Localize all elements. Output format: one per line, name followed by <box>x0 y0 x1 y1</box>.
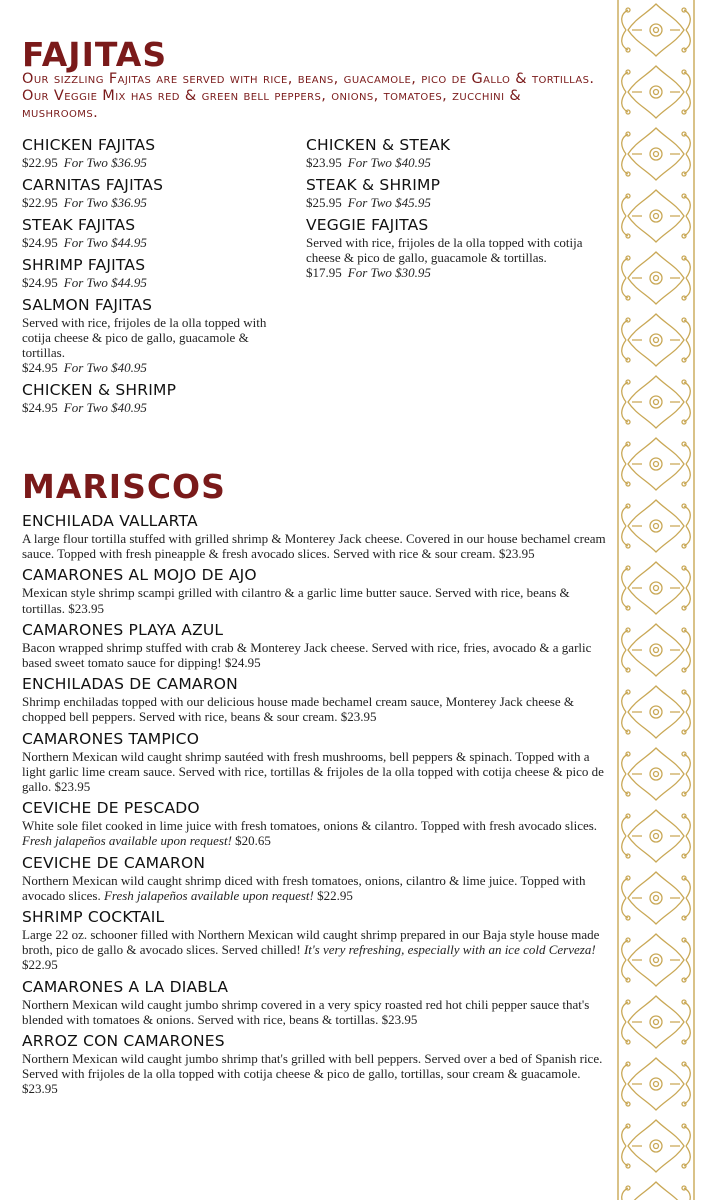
item-name: STEAK & SHRIMP <box>306 176 441 194</box>
item-description: Mexican style shrimp scampi grilled with cilantro & a garlic lime butter sauce. Served with rice, beans & tortillas. <box>22 585 570 616</box>
item-name: SHRIMP COCKTAIL <box>22 908 165 927</box>
ornament-flower-icon <box>622 748 691 800</box>
mariscos-section-title: MARISCOS <box>22 467 226 506</box>
ornament-flower-icon <box>622 66 691 118</box>
ornament-flower-icon <box>622 1182 691 1200</box>
item-name: STEAK FAJITAS <box>22 216 136 234</box>
item-description: Northern Mexican wild caught jumbo shrimp that's grilled with bell peppers. Served over a bed of Spanish rice. Served with frijoles de la olla topped with cotija cheese & pico de gallo, tortillas, sour cream & guacamole. <box>22 1051 603 1082</box>
item-price-for-two: For Two $36.95 <box>63 155 147 170</box>
item-price-for-two: For Two $44.95 <box>63 275 147 290</box>
ornament-flower-icon <box>622 314 691 366</box>
item-price: $24.95 <box>224 655 261 671</box>
mariscos-item-shrimp-cocktail <box>22 908 614 973</box>
fajita-item-chicken-shrimp <box>22 381 292 415</box>
item-price: $20.65 <box>235 833 271 849</box>
ornament-flower-icon <box>622 376 691 428</box>
ornament-flower-icon <box>622 934 691 986</box>
item-description-line <box>22 531 614 561</box>
item-name: CEVICHE DE CAMARON <box>22 853 206 872</box>
item-description: Bacon wrapped shrimp stuffed with crab & Monterey Jack cheese. Served with rice, fries, avocado & a garlic based sweet tomato sauce for dipping! <box>22 639 592 671</box>
ornament-flower-icon <box>622 438 691 490</box>
fajita-item-shrimp-fajitas <box>22 256 292 290</box>
item-description: Served with rice, frijoles de la olla topped with cotija cheese & pico de gallo, guacamole & tortillas. <box>22 315 267 360</box>
item-name: CHICKEN & STEAK <box>306 136 451 154</box>
item-price-for-two: For Two $44.95 <box>63 235 147 250</box>
item-price-line <box>306 155 586 170</box>
fajitas-intro: Our sizzling Fajitas are served with rice, beans, guacamole, pico de Gallo & tortillas. Our Veggie Mix has red & green bell peppers, onions, tomatoes, zucchini & mushrooms. <box>22 71 595 121</box>
mariscos-item-ceviche-de-pescado <box>22 799 614 848</box>
fajita-item-salmon-fajitas <box>22 296 292 375</box>
item-price: $23.95 <box>340 709 377 725</box>
item-description: Served with rice, frijoles de la olla topped with cotija cheese & pico de gallo, guacamole & tortillas. <box>306 235 583 265</box>
mariscos-item-enchiladas-de-camaron <box>22 675 614 724</box>
item-price: $24.95 <box>22 235 58 250</box>
item-name: CAMARONES AL MOJO DE AJO <box>22 566 257 585</box>
item-price: $24.95 <box>22 400 58 415</box>
ornament-flower-icon <box>622 1058 691 1110</box>
item-price: $22.95 <box>317 887 353 903</box>
item-description-line <box>22 927 614 973</box>
item-description-line <box>22 749 614 795</box>
item-name: ARROZ CON CAMARONES <box>22 1032 225 1051</box>
item-description-line <box>22 585 614 615</box>
ornament-flower-icon <box>622 252 691 304</box>
item-price-for-two: For Two $30.95 <box>347 265 431 280</box>
item-price: $25.95 <box>306 195 342 210</box>
item-price-line <box>22 400 292 415</box>
item-price: $24.95 <box>22 360 58 375</box>
item-price-line <box>22 235 292 250</box>
item-description: Northern Mexican wild caught shrimp sautéed with fresh mushrooms, bell peppers & spinach. Topped with a light garlic lime cream sauce. Served with rice, tortillas & frijoles de la olla topped with cotija cheese & pico de gallo. <box>22 748 604 795</box>
item-name: CHICKEN & SHRIMP <box>22 381 177 399</box>
fajita-item-steak-fajitas <box>22 216 292 250</box>
item-price-for-two: For Two $45.95 <box>347 195 431 210</box>
item-description: White sole filet cooked in lime juice with fresh tomatoes, onions & cilantro. Topped with fresh avocado slices. <box>22 818 598 834</box>
ornament-flower-icon <box>622 500 691 552</box>
mariscos-item-camarones-playa-azul <box>22 621 614 670</box>
mariscos-item-camarones-a-la-diabla <box>22 978 614 1027</box>
item-price: $24.95 <box>22 275 58 290</box>
mariscos-list <box>22 512 614 1102</box>
item-description: Large 22 oz. schooner filled with Northern Mexican wild caught shrimp prepared in our Baja style house made broth, pico de gallo & avocado slices. Served chilled! <box>22 927 600 958</box>
ornament-flower-icon <box>622 562 691 614</box>
item-price-for-two: For Two $40.95 <box>347 155 431 170</box>
item-price: $23.95 <box>68 600 104 616</box>
mariscos-item-ceviche-de-camaron <box>22 854 614 903</box>
item-note: It's very refreshing, especially with an ice cold Cerveza! <box>303 942 596 958</box>
mariscos-item-camarones-al-mojo-de-ajo <box>22 566 614 615</box>
item-name: CAMARONES A LA DIABLA <box>22 977 229 996</box>
ornament-flower-icon <box>622 128 691 180</box>
ornamental-border <box>612 0 700 1200</box>
mariscos-item-enchilada-vallarta <box>22 512 614 561</box>
ornament-flower-icon <box>622 190 691 242</box>
ornament-flower-icon <box>622 1120 691 1172</box>
item-description-line <box>22 694 614 724</box>
item-price: $22.95 <box>22 195 58 210</box>
ornament-flower-icon <box>622 996 691 1048</box>
item-price: $17.95 <box>306 265 342 280</box>
item-description: Northern Mexican wild caught jumbo shrimp covered in a very spicy roasted red hot chili pepper sauce that's blended with tomatoes & onions. Served with rice, beans & tortillas. <box>22 996 590 1027</box>
fajita-item-veggie-fajitas <box>306 216 586 280</box>
ornament-flower-icon <box>622 872 691 924</box>
item-description-line <box>22 818 614 848</box>
fajita-item-chicken-fajitas <box>22 136 292 170</box>
item-name: SALMON FAJITAS <box>22 296 153 314</box>
item-price: $23.95 <box>498 546 535 562</box>
item-price-line <box>22 275 292 290</box>
ornament-flower-icon <box>622 810 691 862</box>
item-price-line <box>306 195 586 210</box>
item-price-for-two: For Two $36.95 <box>63 195 147 210</box>
item-name: CEVICHE DE PESCADO <box>22 799 200 818</box>
item-description-line <box>22 640 614 670</box>
item-price-line <box>22 195 292 210</box>
item-name: CHICKEN FAJITAS <box>22 136 156 154</box>
mariscos-item-camarones-tampico <box>22 730 614 795</box>
ornament-flower-icon <box>622 4 691 56</box>
item-price: $23.95 <box>306 155 342 170</box>
fajitas-left-column <box>22 136 292 421</box>
item-name: VEGGIE FAJITAS <box>306 216 429 234</box>
item-description-line <box>22 997 614 1027</box>
item-note: Fresh jalapeños available upon request! <box>22 833 232 849</box>
item-description: A large flour tortilla stuffed with grilled shrimp & Monterey Jack cheese. Covered in our house bechamel cream sauce. Topped with fresh pineapple & fresh avocado slices. Served with rice & sour cream. <box>22 531 606 562</box>
ornament-flower-icon <box>622 624 691 676</box>
item-price: $22.95 <box>22 957 58 973</box>
item-price: $22.95 <box>22 155 58 170</box>
item-note: Fresh jalapeños available upon request! <box>103 887 314 903</box>
item-description: Shrimp enchiladas topped with our delicious house made bechamel cream sauce, Monterey Jack cheese & chopped bell peppers. Served with rice, beans & sour cream. <box>22 694 574 725</box>
item-description: Northern Mexican wild caught shrimp diced with fresh tomatoes, onions, cilantro & lime juice. Topped with avocado slices. <box>22 872 586 903</box>
fajitas-section-title: FAJITAS <box>22 35 168 74</box>
ornament-flower-icon <box>622 686 691 738</box>
item-name: ENCHILADA VALLARTA <box>22 512 198 530</box>
fajita-item-chicken-steak <box>306 136 586 170</box>
mariscos-item-arroz-con-camarones <box>22 1032 614 1097</box>
item-price: $23.95 <box>54 779 91 795</box>
fajitas-right-column <box>306 136 586 286</box>
item-price-line <box>22 155 292 170</box>
item-name: SHRIMP FAJITAS <box>22 256 146 274</box>
fajita-item-carnitas-fajitas <box>22 176 292 210</box>
fajita-item-steak-shrimp <box>306 176 586 210</box>
item-price-line <box>22 360 292 375</box>
item-description-line <box>22 873 614 903</box>
item-description-line <box>22 1051 614 1097</box>
item-price: $23.95 <box>381 1011 418 1027</box>
item-price: $23.95 <box>22 1081 58 1097</box>
item-price-for-two: For Two $40.95 <box>63 400 147 415</box>
item-price-line <box>306 265 586 280</box>
item-price-for-two: For Two $40.95 <box>63 360 147 375</box>
item-name: CAMARONES TAMPICO <box>22 729 200 748</box>
item-name: ENCHILADAS DE CAMARON <box>22 675 238 694</box>
item-name: CARNITAS FAJITAS <box>22 176 164 194</box>
item-name: CAMARONES PLAYA AZUL <box>22 620 224 639</box>
